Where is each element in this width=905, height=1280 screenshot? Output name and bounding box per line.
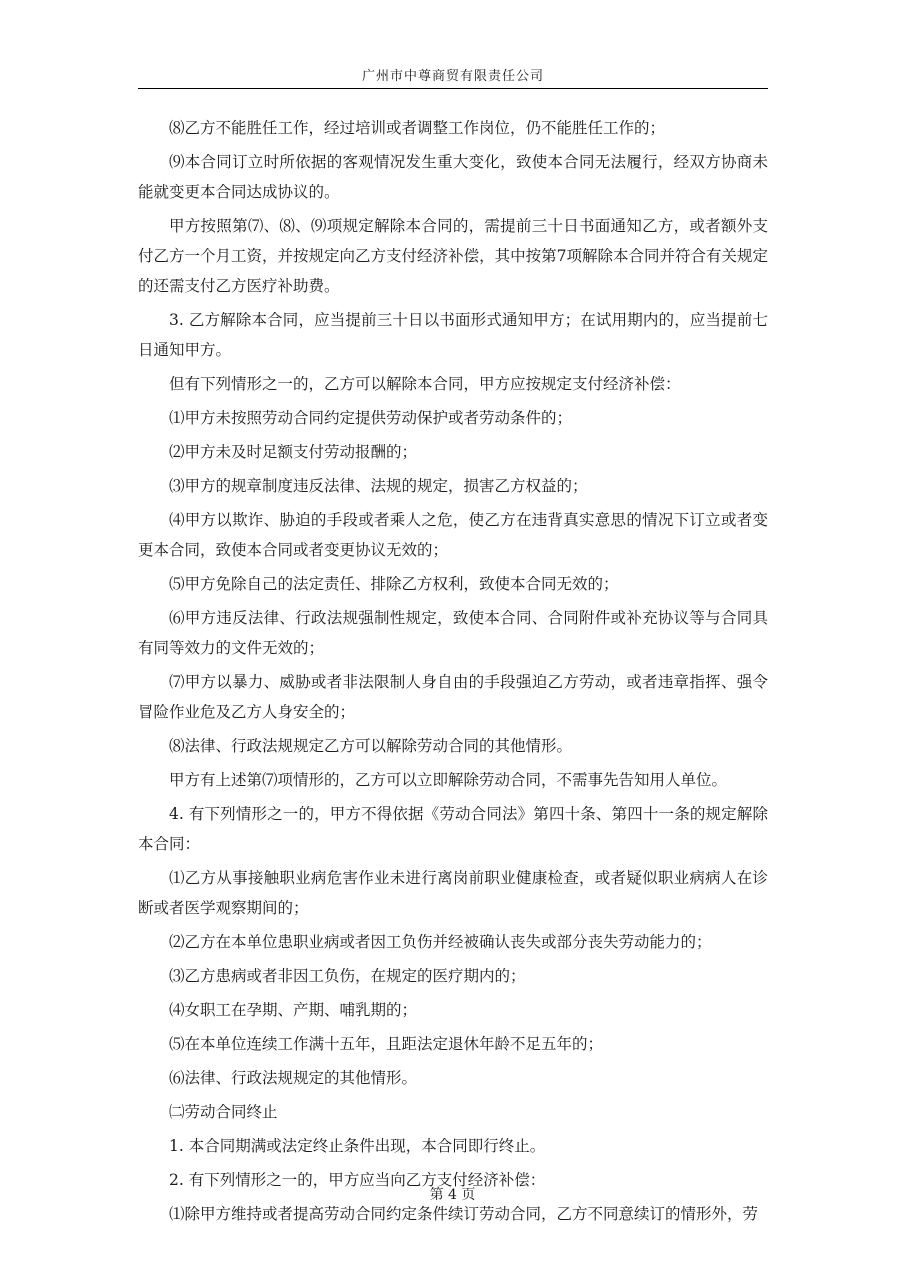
paragraph: ⑴除甲方维持或者提高劳动合同约定条件续订劳动合同，乙方不同意续订的情形外，劳 — [169, 1205, 759, 1223]
paragraph: ⑹法律、行政法规规定的其他情形。 — [169, 1069, 418, 1087]
paragraph: ⑶甲方的规章制度违反法律、法规的规定，损害乙方权益的； — [169, 477, 588, 495]
paragraph: 但有下列情形之一的，乙方可以解除本合同，甲方应按规定支付经济补偿： — [169, 375, 681, 393]
paragraph: ⑵甲方未及时足额支付劳动报酬的； — [169, 443, 418, 461]
document-body — [138, 113, 768, 1233]
paragraph: ⑷女职工在孕期、产期、哺乳期的； — [169, 1001, 418, 1019]
paragraph: ⑹甲方违反法律、行政法规强制性规定，致使本合同、合同附件或补充协议等与合同具有同等效力的文件无效的； — [138, 609, 768, 657]
paragraph: ⑴甲方未按照劳动合同约定提供劳动保护或者劳动条件的； — [169, 409, 573, 427]
paragraph: ⑶乙方患病或者非因工负伤，在规定的医疗期内的； — [169, 967, 526, 985]
paragraph: ⑼本合同订立时所依据的客观情况发生重大变化，致使本合同无法履行，经双方协商未能就变更本合同达成协议的。 — [138, 153, 768, 201]
paragraph: ⑸甲方免除自己的法定责任、排除乙方权利，致使本合同无效的； — [169, 575, 619, 593]
paragraph: 2. 有下列情形之一的，甲方应当向乙方支付经济补偿： — [169, 1171, 546, 1189]
section-heading: ㈡劳动合同终止 — [169, 1103, 278, 1121]
paragraph: 甲方按照第⑺、⑻、⑼项规定解除本合同的，需提前三十日书面通知乙方，或者额外支付乙方一个月工资，并按规定向乙方支付经济补偿，其中按第7项解除本合同并符合有关规定的还需支付乙方医疗补助费。 — [138, 217, 768, 295]
page-number: 第 4 页 — [429, 1187, 476, 1203]
paragraph: 1. 本合同期满或法定终止条件出现，本合同即行终止。 — [169, 1137, 546, 1155]
paragraph: ⑸在本单位连续工作满十五年，且距法定退休年龄不足五年的； — [169, 1035, 604, 1053]
paragraph: 3. 乙方解除本合同，应当提前三十日以书面形式通知甲方；在试用期内的，应当提前七日通知甲方。 — [138, 311, 768, 359]
paragraph: ⑵乙方在本单位患职业病或者因工负伤并经被确认丧失或部分丧失劳动能力的； — [169, 933, 712, 951]
paragraph: ⑴乙方从事接触职业病危害作业未进行离岗前职业健康检查，或者疑似职业病病人在诊断或者医学观察期间的； — [138, 869, 768, 917]
document-header: 广州市中尊商贸有限责任公司 — [361, 69, 544, 84]
header-divider — [138, 88, 768, 89]
paragraph: ⑻乙方不能胜任工作，经过培训或者调整工作岗位，仍不能胜任工作的； — [169, 119, 666, 137]
paragraph: 甲方有上述第⑺项情形的，乙方可以立即解除劳动合同，不需事先告知用人单位。 — [169, 771, 728, 789]
paragraph: 4. 有下列情形之一的，甲方不得依据《劳动合同法》第四十条、第四十一条的规定解除本合同： — [138, 805, 768, 853]
paragraph: ⑻法律、行政法规规定乙方可以解除劳动合同的其他情形。 — [169, 737, 573, 755]
paragraph: ⑷甲方以欺诈、胁迫的手段或者乘人之危，使乙方在违背真实意思的情况下订立或者变更本合同，致使本合同或者变更协议无效的； — [138, 511, 768, 559]
paragraph: ⑺甲方以暴力、威胁或者非法限制人身自由的手段强迫乙方劳动，或者违章指挥、强令冒险作业危及乙方人身安全的； — [138, 673, 768, 721]
